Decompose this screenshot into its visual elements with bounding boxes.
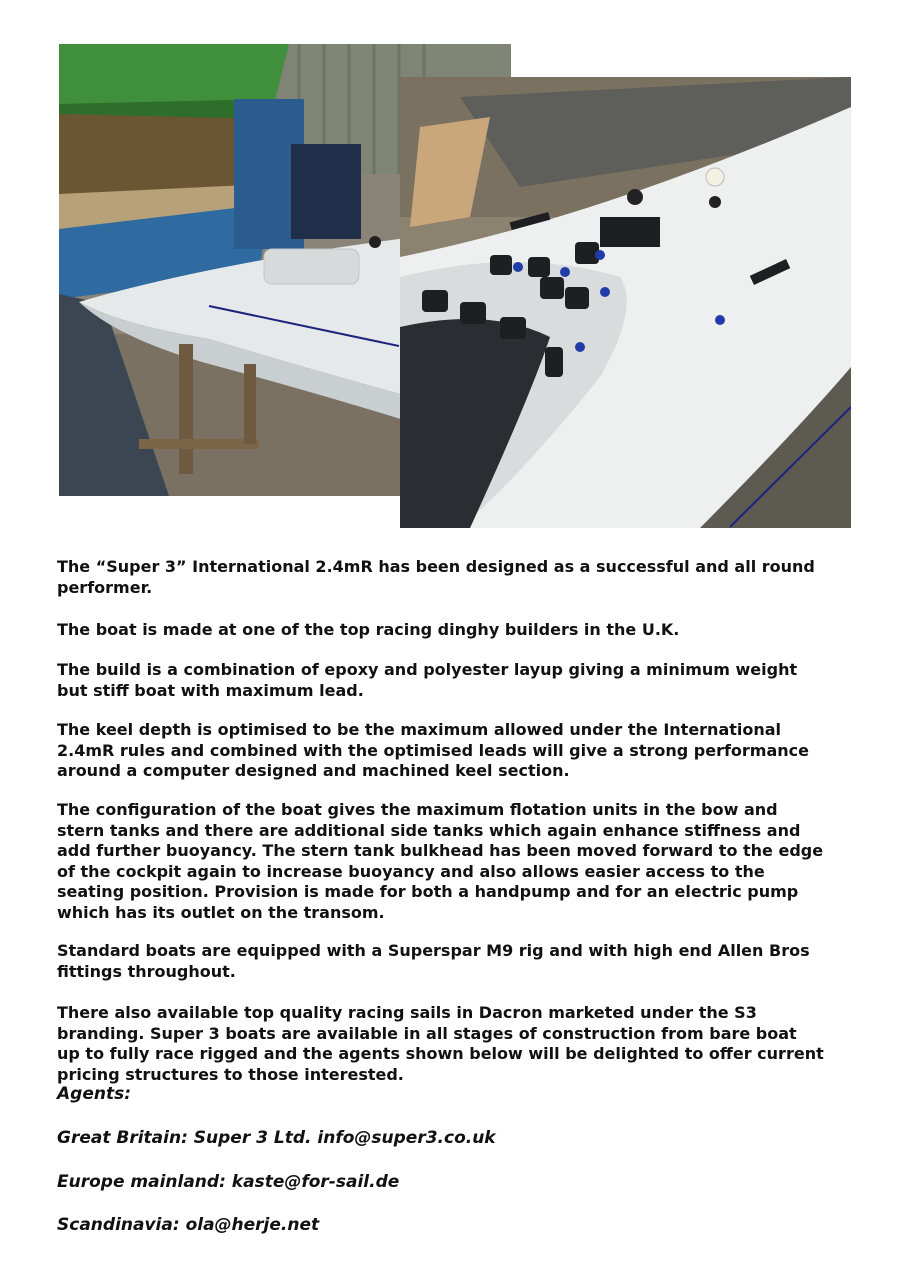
paragraph-keel: The keel depth is optimised to be the maximum allowed under the International 2.4mR rules and combined with the optimised leads will give a strong performance around a computer designed and machined keel section. <box>57 720 809 780</box>
paragraph-builder: The boat is made at one of the top racing dinghy builders in the U.K. <box>57 620 680 639</box>
agents-heading: Agents: <box>57 1084 132 1104</box>
agent-great-britain: Great Britain: Super 3 Ltd. info@super3.co.uk <box>57 1128 496 1148</box>
paragraph-configuration: The configuration of the boat gives the maximum flotation units in the bow and stern tanks and there are additional side tanks which again enhance stiffness and add further buoyancy. The stern tank bulkhead has been moved forward to the edge of the cockpit again to increase buoyancy and also allows easier access to the seating position. Provision is made for both a handpump and for an electric pump which has its outlet on the transom. <box>57 800 824 922</box>
paragraph-intro: The “Super 3” International 2.4mR has been designed as a successful and all round performer. <box>57 557 815 597</box>
photo-deck-fittings-closeup <box>400 77 851 528</box>
paragraph-rig: Standard boats are equipped with a Superspar M9 rig and with high end Allen Bros fittings throughout. <box>57 941 810 981</box>
agent-europe: Europe mainland: kaste@for-sail.de <box>57 1172 400 1192</box>
paragraph-build: The build is a combination of epoxy and polyester layup giving a minimum weight but stiff boat with maximum lead. <box>57 660 798 700</box>
agent-scandinavia: Scandinavia: ola@herje.net <box>57 1215 320 1235</box>
paragraph-sails: There also available top quality racing sails in Dacron marketed under the S3 branding. Super 3 boats are available in all stages of construction from bare boat up to fully race rigged and the agents shown below will be delighted to offer current pricing structures to those interested. <box>57 1003 824 1084</box>
